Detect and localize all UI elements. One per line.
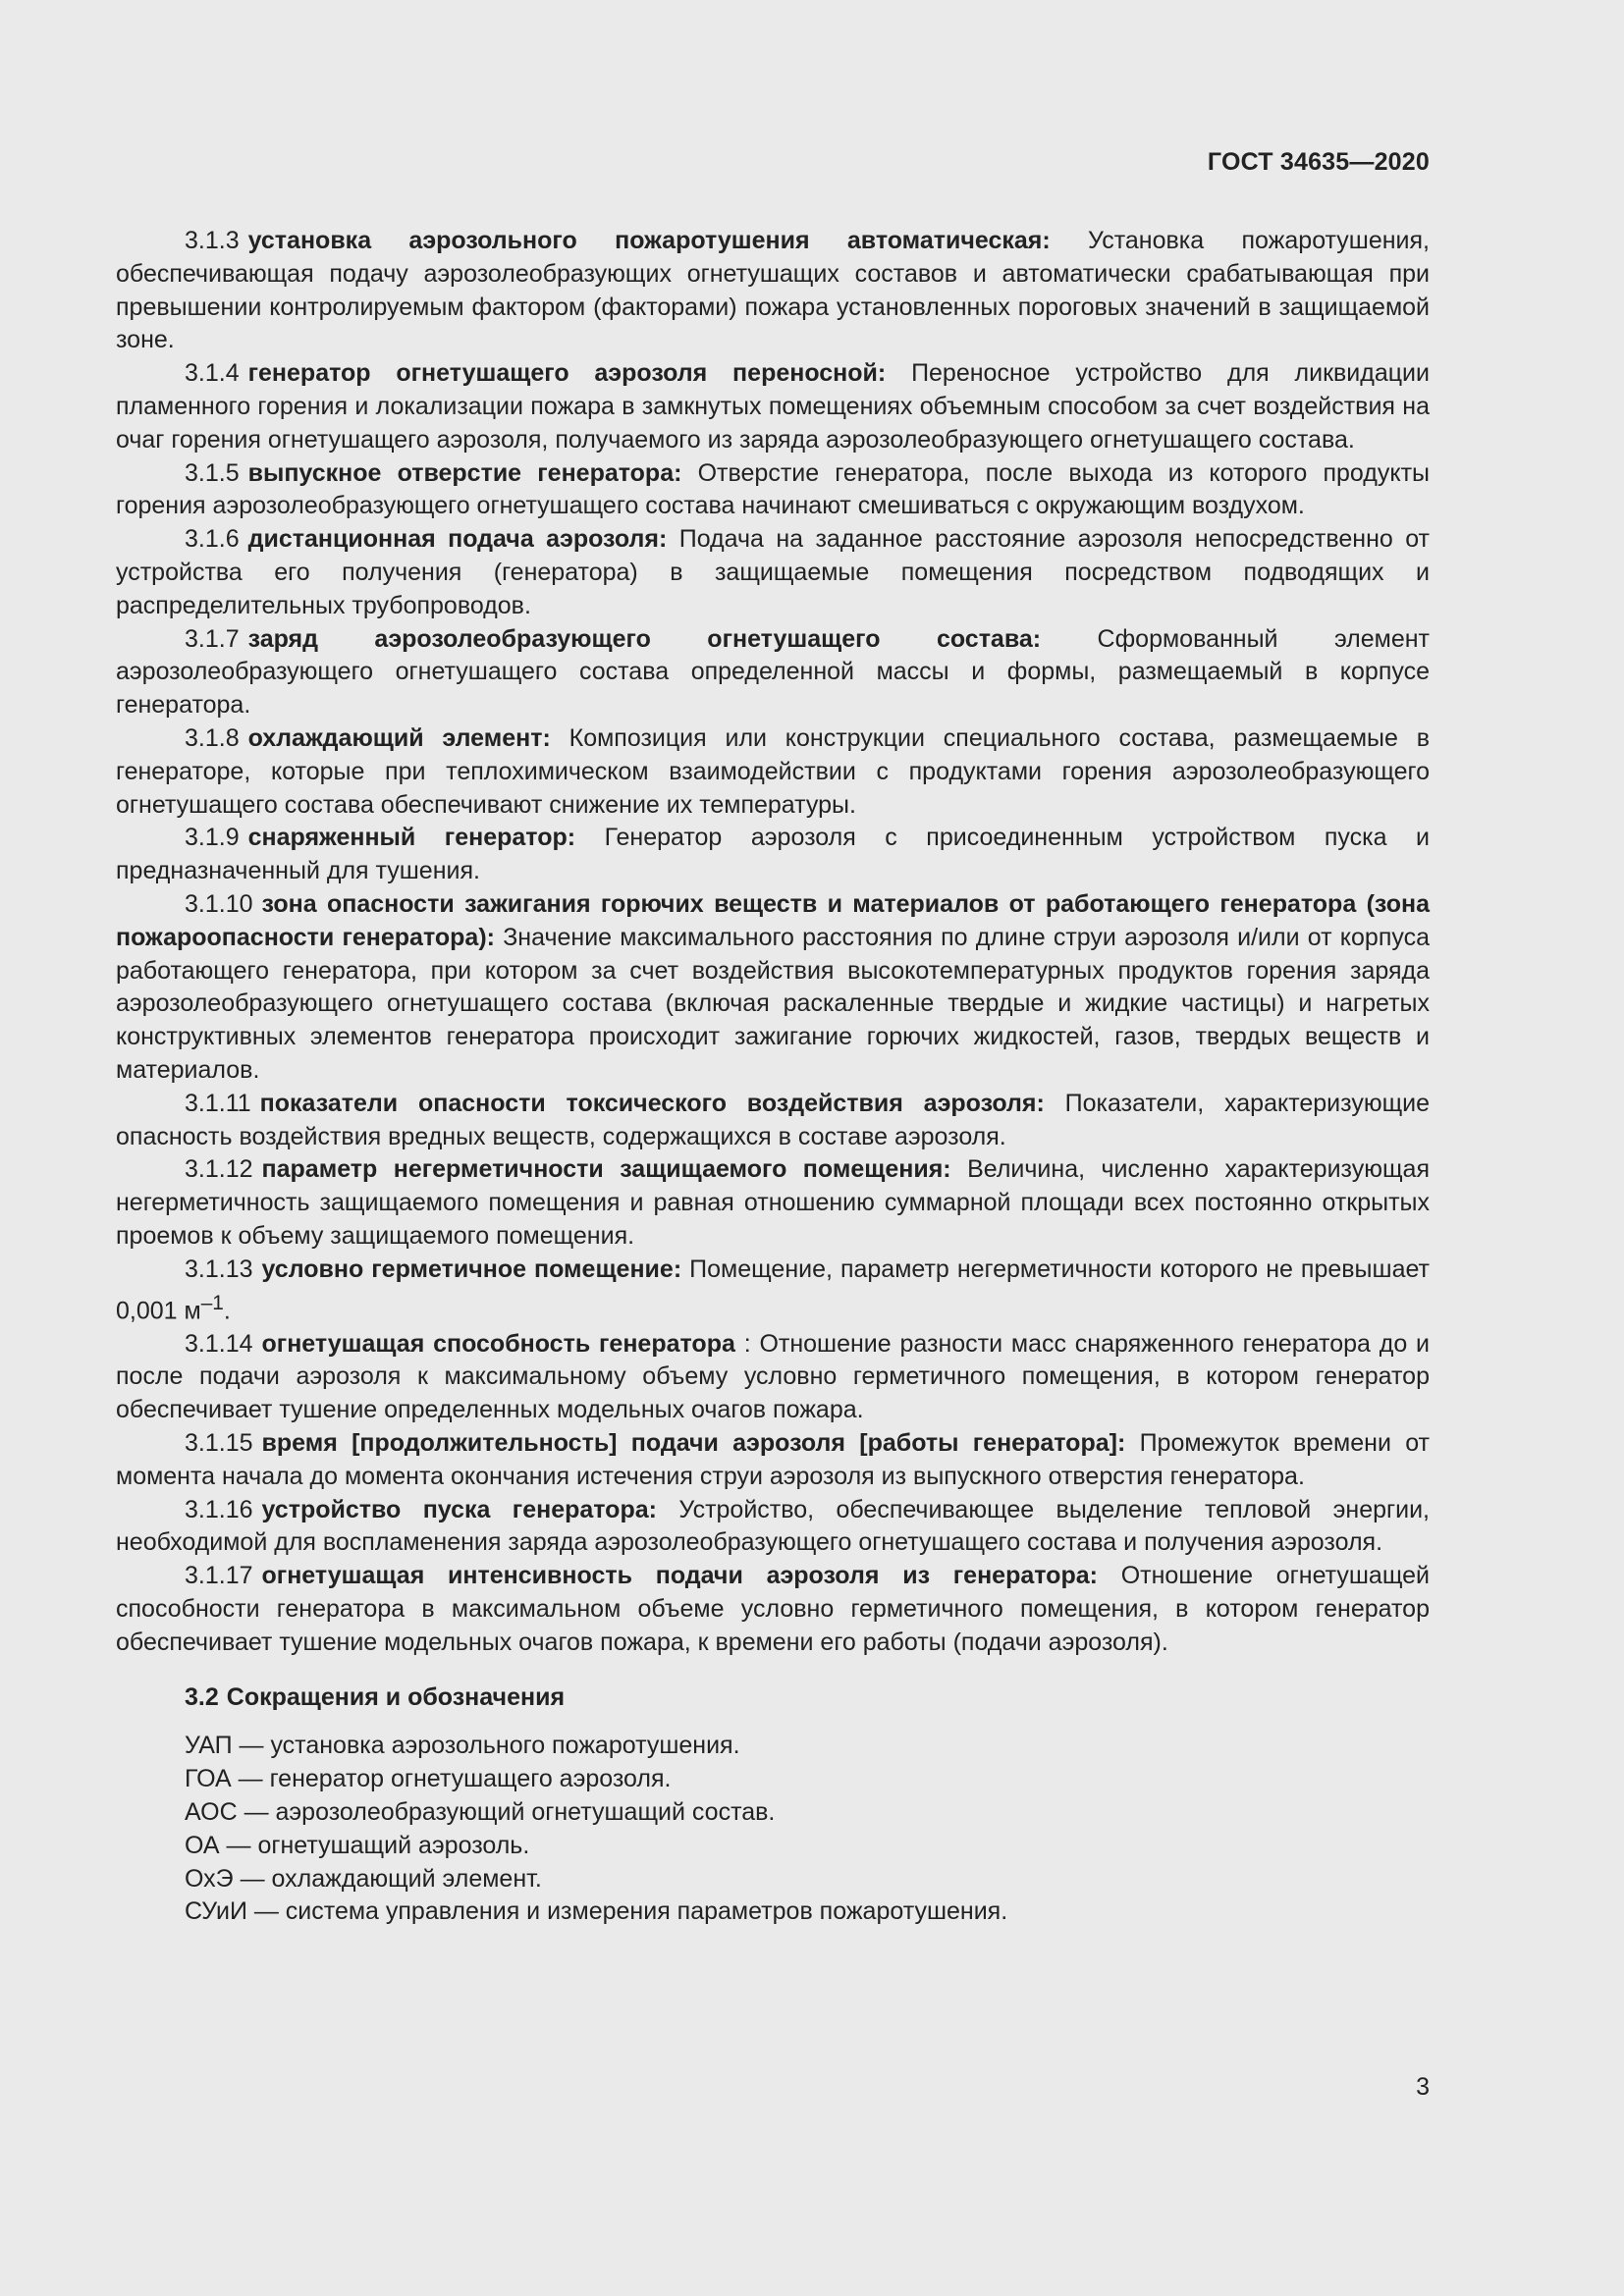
term-definition <box>116 225 1430 357</box>
term-number: 3.1.14 <box>185 1329 253 1358</box>
term-text: Сформованный элемент аэрозолеобразующего огнетушащего состава определенной массы и формы, размещаемый в корпусе генератора. <box>116 624 1430 720</box>
term-definition <box>116 1088 1430 1154</box>
term-text: Показатели, характеризующие опасность воздействия вредных веществ, содержащихся в составе аэрозоля. <box>116 1089 1431 1150</box>
term-text: Установка пожаротушения, обеспечивающая подачу аэрозолеобразующих огнетушащих составов и автоматически срабатывающая при превышении контролируемым фактором (факторами) пожара установленных пороговых значений в защищаемой зоне. <box>116 227 1430 354</box>
term-title: установка аэрозольного пожаротушения автоматическая: <box>247 227 1051 254</box>
term-title: показатели опасности токсического воздействия аэрозоля: <box>259 1089 1045 1117</box>
term-number: 3.1.16 <box>185 1495 253 1523</box>
term-number: 3.1.11 <box>185 1089 251 1117</box>
term-title: время [продолжительность] подачи аэрозоля [работы генератора]: <box>261 1429 1126 1458</box>
term-definition <box>116 1427 1430 1494</box>
term-title: генератор огнетушащего аэрозоля переносной: <box>247 359 887 388</box>
term-number: 3.1.15 <box>185 1429 253 1458</box>
term-number: 3.1.5 <box>185 458 240 487</box>
term-definition <box>116 523 1430 622</box>
term-title: охлаждающий элемент: <box>247 723 551 752</box>
term-title: огнетушащая интенсивность подачи аэрозоля из генератора: <box>261 1562 1098 1590</box>
section-heading <box>185 1682 1430 1715</box>
abbreviation-item: СУиИ — система управления и измерения параметров пожаротушения. <box>185 1897 1008 1926</box>
abbreviation-item: ОА — огнетушащий аэрозоль. <box>185 1831 530 1859</box>
term-definition <box>116 1153 1430 1253</box>
term-text: Помещение, параметр негерметичности которого не превышает 0,001 м <box>116 1255 1430 1324</box>
abbreviations-list <box>116 1730 1430 1929</box>
term-definition <box>116 1560 1430 1659</box>
term-title: снаряженный генератор: <box>247 824 576 852</box>
term-definition <box>116 357 1430 456</box>
section-number: 3.2 <box>185 1682 219 1711</box>
term-title: параметр негерметичности защищаемого помещения: <box>261 1155 951 1184</box>
term-title: устройство пуска генератора: <box>261 1495 657 1523</box>
term-number: 3.1.4 <box>185 359 240 388</box>
term-text: Величина, численно характеризующая негерметичность защищаемого помещения и равная отношению суммарной площади всех постоянно открытых проемов к объему защищаемого помещения. <box>116 1155 1430 1250</box>
term-text: Отношение огнетушащей способности генератора в максимальном объеме условно герметичного помещения, в котором генератор обеспечивает тушение модельных очагов пожара, к времени его работы (подачи аэрозоля). <box>116 1562 1430 1656</box>
term-definition <box>116 1328 1430 1427</box>
term-title: условно герметичное помещение: <box>261 1255 682 1283</box>
term-title: огнетушащая способность генератора <box>261 1329 735 1358</box>
abbreviation-item: УАП — установка аэрозольного пожаротушения. <box>185 1732 740 1760</box>
document-code: ГОСТ 34635—2020 <box>1207 148 1430 176</box>
term-title: дистанционная подача аэрозоля: <box>247 525 668 554</box>
document-body <box>116 225 1430 1929</box>
term-number: 3.1.8 <box>185 723 240 752</box>
term-text: Отверстие генератора, после выхода из которого продукты горения аэрозолеобразующего огнетушащего состава начинают смешиваться с окружающим воздухом. <box>116 458 1430 520</box>
term-definition <box>116 623 1430 722</box>
term-title: заряд аэрозолеобразующего огнетушащего состава: <box>247 624 1042 653</box>
terms-list <box>116 225 1430 1660</box>
term-definition <box>116 1254 1430 1328</box>
page-number: 3 <box>1416 2073 1430 2101</box>
section-title: Сокращения и обозначения <box>226 1682 566 1711</box>
abbreviation-item: АОС — аэрозолеобразующий огнетушащий состав. <box>185 1797 776 1826</box>
term-definition <box>116 722 1430 822</box>
term-number: 3.1.6 <box>185 525 240 554</box>
term-number: 3.1.12 <box>185 1155 253 1184</box>
abbreviation-item: ОхЭ — охлаждающий элемент. <box>185 1864 542 1893</box>
term-superscript: –1 <box>200 1291 224 1314</box>
term-text: Композиция или конструкции специального состава, размещаемые в генераторе, которые при теплохимическом взаимодействии с продуктами горения аэрозолеобразующего огнетушащего состава обеспечивают снижение их температуры. <box>116 723 1431 819</box>
term-definition <box>116 888 1430 1088</box>
term-text: Значение максимального расстояния по длине струи аэрозоля и/или от корпуса работающего генератора, при котором за счет воздействия высокотемпературных продуктов горения заряда аэрозолеобразующего огнетушащего состава (включая раскаленные твердые и жидкие частицы) и нагретых конструктивных элементов генератора происходит зажигание горючих жидкостей, газов, твердых веществ и материалов. <box>116 923 1430 1084</box>
term-text: : Отношение разности масс снаряженного генератора до и после подачи аэрозоля к максимальному объему условно герметичного помещения, в котором генератор обеспечивает тушение определенных модельных очагов пожара. <box>116 1329 1430 1424</box>
abbreviation-item: ГОА — генератор огнетушащего аэрозоля. <box>185 1765 672 1793</box>
term-text: Генератор аэрозоля с присоединенным устройством пуска и предназначенный для тушения. <box>116 824 1430 885</box>
term-text: Переносное устройство для ликвидации пламенного горения и локализации пожара в замкнутых помещениях объемным способом за счет воздействия на очаг горения огнетушащего аэрозоля, получаемого из заряда аэрозолеобразующего огнетушащего состава. <box>116 359 1430 454</box>
term-title: выпускное отверстие генератора: <box>247 458 682 487</box>
term-definition <box>116 457 1430 524</box>
term-text-end: . <box>223 1296 231 1324</box>
term-number: 3.1.10 <box>185 889 253 918</box>
term-text: Подача на заданное расстояние аэрозоля непосредственно от устройства его получения (генератора) в защищаемые помещения посредством подводящих и распределительных трубопроводов. <box>116 525 1430 619</box>
term-definition <box>116 1494 1430 1561</box>
term-number: 3.1.3 <box>185 227 240 254</box>
term-text: Промежуток времени от момента начала до момента окончания истечения струи аэрозоля из выпускного отверстия генератора. <box>116 1429 1431 1490</box>
term-definition <box>116 822 1430 888</box>
term-title: зона опасности зажигания горючих веществ и материалов от работающего генератора (зона пожароопасности генератора): <box>116 889 1430 951</box>
term-number: 3.1.17 <box>185 1562 253 1590</box>
term-number: 3.1.7 <box>185 624 240 653</box>
term-number: 3.1.9 <box>185 824 240 852</box>
term-number: 3.1.13 <box>185 1255 253 1283</box>
term-text: Устройство, обеспечивающее выделение тепловой энергии, необходимой для воспламенения заряда аэрозолеобразующего огнетушащего состава и получения аэрозоля. <box>116 1495 1431 1557</box>
